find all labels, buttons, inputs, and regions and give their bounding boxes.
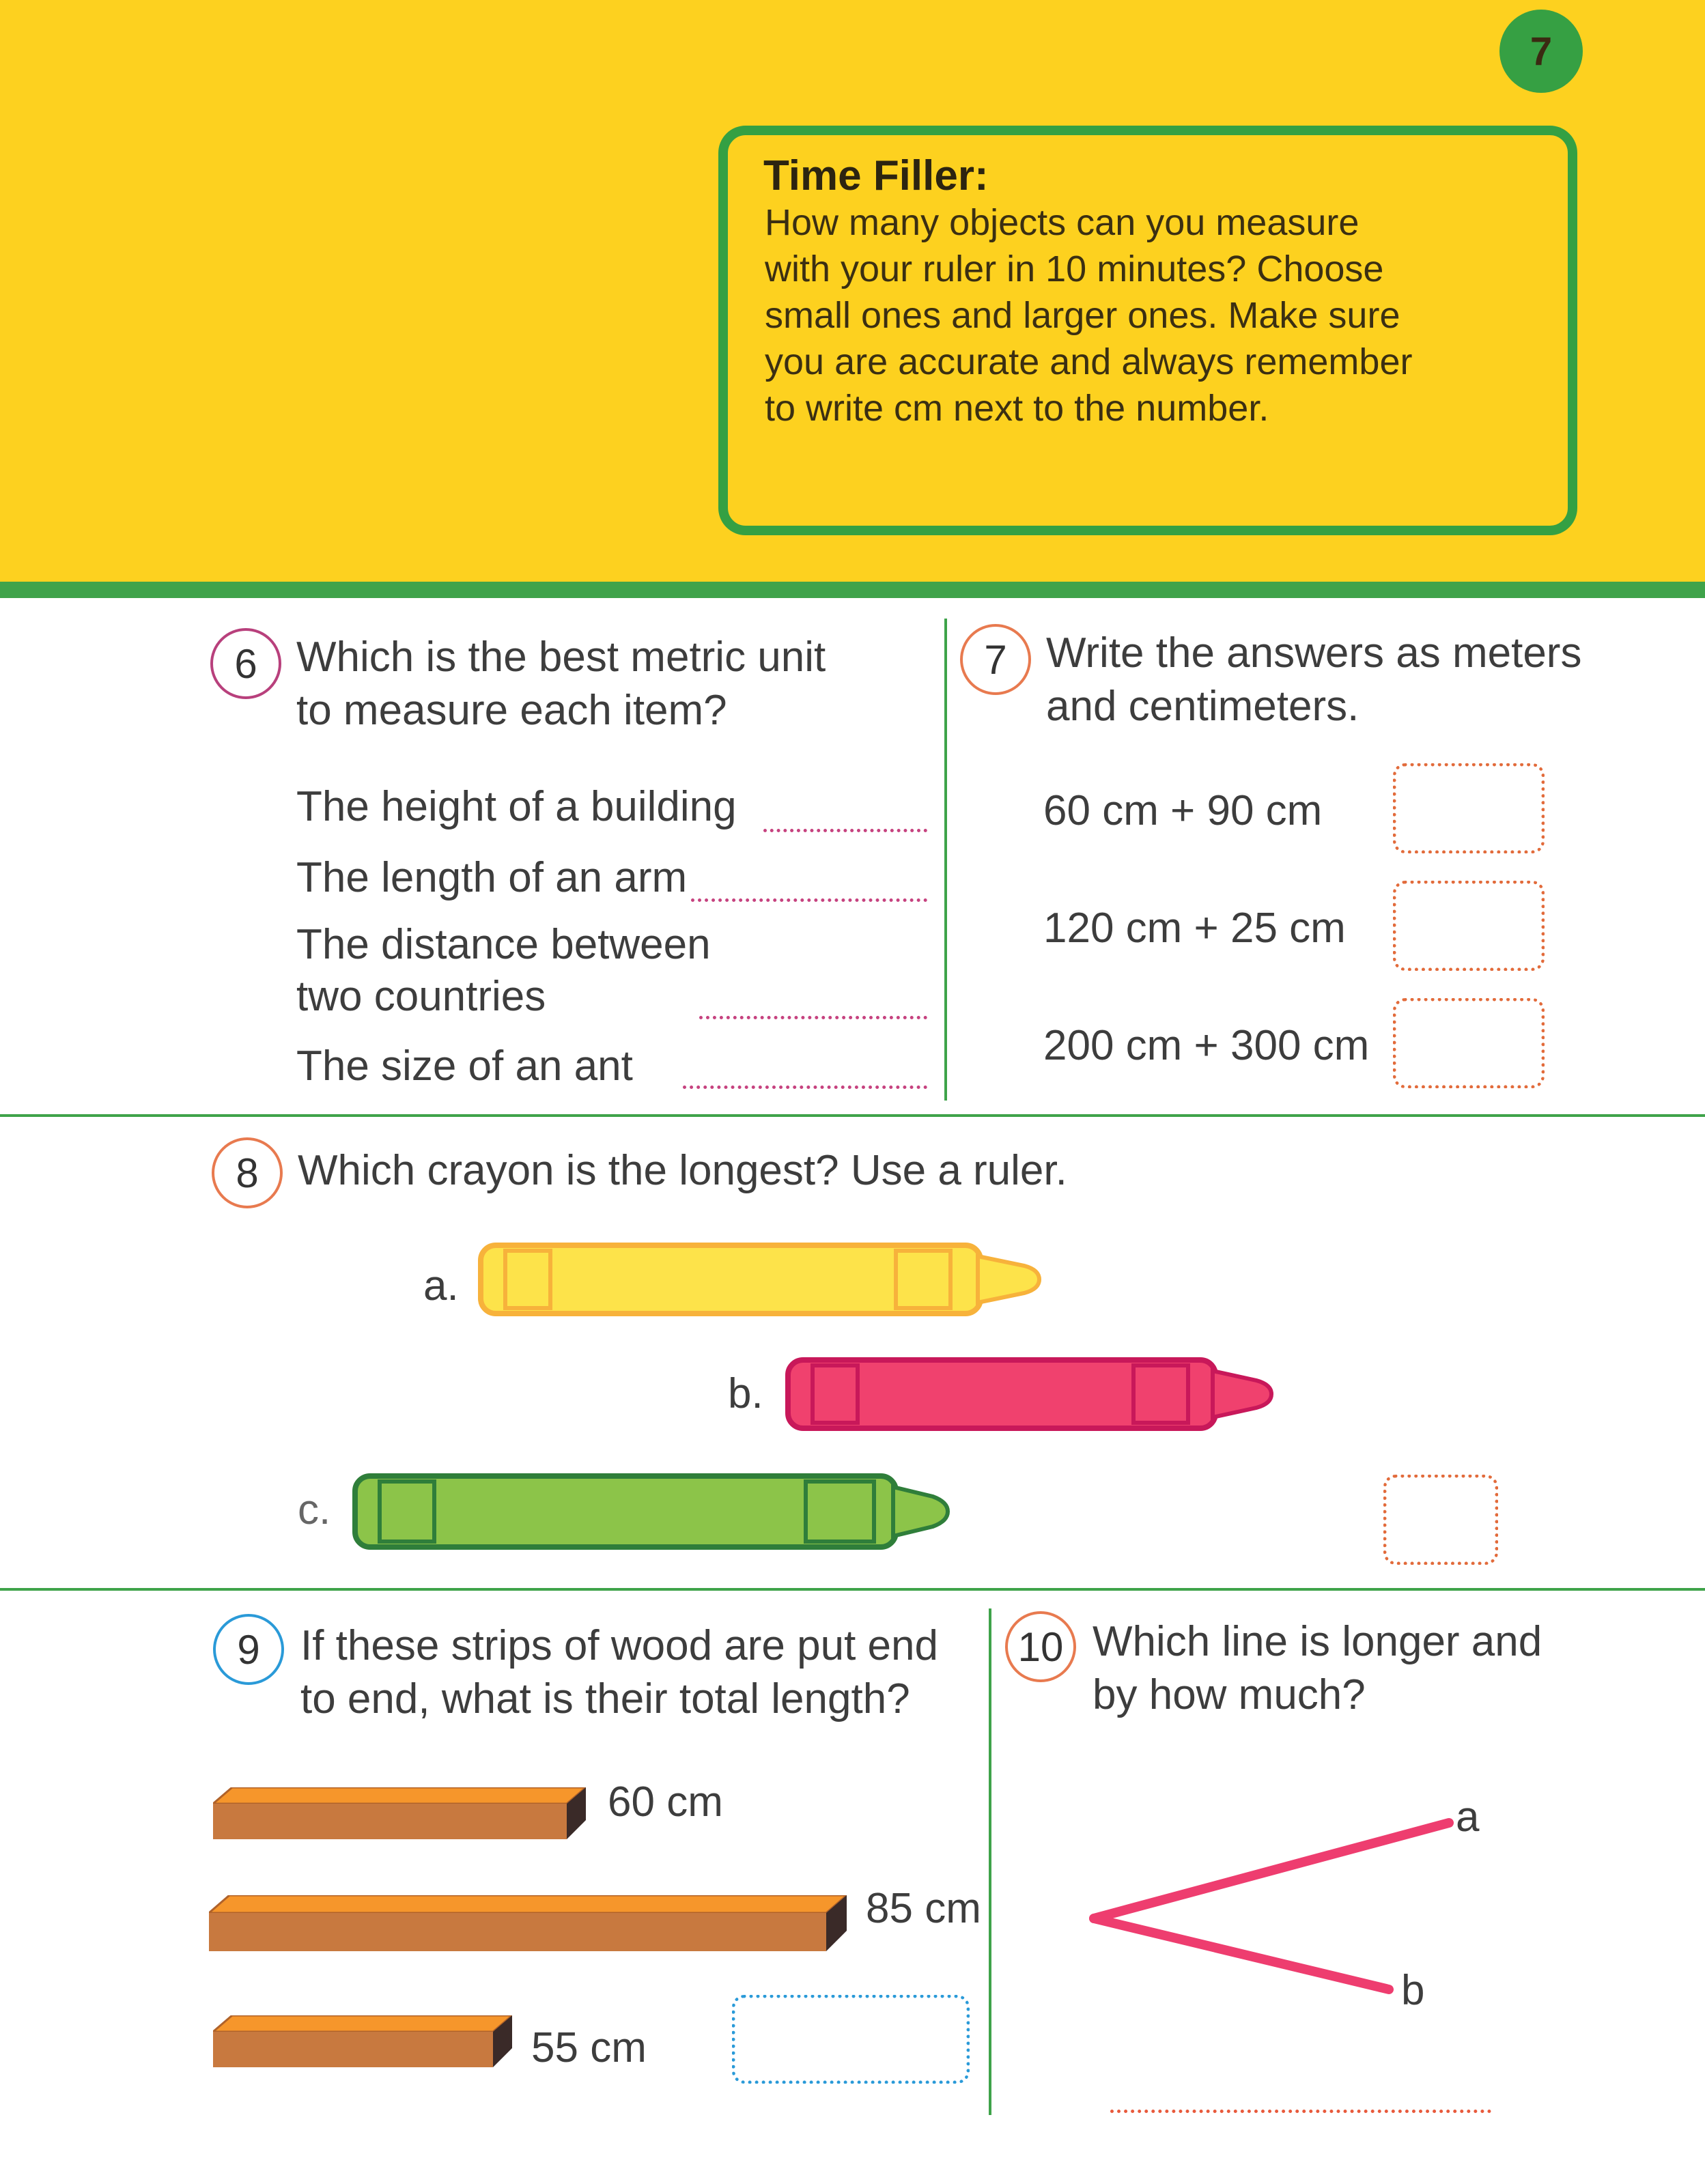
question-8-text: Which crayon is the longest? Use a ruler. bbox=[298, 1147, 1067, 1194]
q6-answer-line-distance[interactable] bbox=[699, 1016, 927, 1019]
time-filler-line: How many objects can you measure bbox=[765, 202, 1359, 243]
question-10-line: by how much? bbox=[1093, 1671, 1366, 1718]
question-6-line: to measure each item? bbox=[296, 687, 727, 734]
q6-item-ant: The size of an ant bbox=[296, 1043, 633, 1090]
time-filler-line: to write cm next to the number. bbox=[765, 388, 1269, 429]
q7-answer-box-2[interactable] bbox=[1393, 881, 1545, 971]
crayon-a-label: a. bbox=[423, 1262, 459, 1309]
time-filler-line: small ones and larger ones. Make sure bbox=[765, 295, 1400, 336]
time-filler-line: with your ruler in 10 minutes? Choose bbox=[765, 249, 1384, 289]
q6-item-distance: The distance between bbox=[296, 921, 711, 968]
q6-answer-line-ant[interactable] bbox=[683, 1086, 927, 1089]
header-stripe bbox=[0, 582, 1705, 598]
q9-answer-box[interactable] bbox=[732, 1995, 970, 2084]
q7-answer-box-1[interactable] bbox=[1393, 763, 1545, 853]
question-6-text bbox=[296, 631, 826, 737]
divider-row1 bbox=[0, 1114, 1705, 1117]
q6-item-building: The height of a building bbox=[296, 783, 737, 830]
question-10-number: 10 bbox=[1005, 1611, 1076, 1682]
question-9-number: 9 bbox=[213, 1614, 284, 1685]
q6-item-distance-cont: two countries bbox=[296, 973, 546, 1020]
question-6-line: Which is the best metric unit bbox=[296, 634, 826, 681]
q6-answer-line-building[interactable] bbox=[763, 829, 927, 832]
q6-item-arm: The length of an arm bbox=[296, 854, 688, 901]
time-filler-line: you are accurate and always remember bbox=[765, 341, 1413, 382]
q7-sum-1: 60 cm + 90 cm bbox=[1043, 787, 1323, 834]
divider-q9-q10 bbox=[989, 1608, 991, 2115]
crayon-c bbox=[352, 1472, 953, 1551]
wood-strip-85 bbox=[209, 1895, 847, 1953]
wood-strip-85-label: 85 cm bbox=[866, 1885, 981, 1932]
question-9-line: If these strips of wood are put end bbox=[300, 1622, 938, 1669]
crayon-a bbox=[478, 1241, 1045, 1318]
question-10-text bbox=[1093, 1615, 1542, 1722]
question-9-line: to end, what is their total length? bbox=[300, 1675, 910, 1722]
line-a-label: a bbox=[1456, 1793, 1480, 1841]
line-a bbox=[1094, 1823, 1449, 1918]
line-b-label: b bbox=[1401, 1967, 1425, 2014]
wood-strip-60-label: 60 cm bbox=[608, 1778, 723, 1826]
crayon-b-label: b. bbox=[728, 1370, 763, 1417]
wood-strip-60 bbox=[213, 1787, 586, 1841]
divider-q6-q7 bbox=[944, 619, 947, 1101]
crayon-c-label: c. bbox=[298, 1486, 331, 1533]
page-number-badge: 7 bbox=[1499, 10, 1583, 93]
line-b bbox=[1094, 1918, 1389, 1989]
question-9-text bbox=[300, 1619, 938, 1726]
q10-answer-line[interactable] bbox=[1110, 2110, 1491, 2113]
wood-strip-55-label: 55 cm bbox=[531, 2024, 647, 2071]
q7-answer-box-3[interactable] bbox=[1393, 998, 1545, 1088]
q7-sum-3: 200 cm + 300 cm bbox=[1043, 1022, 1370, 1069]
divider-row2 bbox=[0, 1588, 1705, 1591]
question-10-line: Which line is longer and bbox=[1093, 1618, 1542, 1665]
question-7-line: Write the answers as meters bbox=[1046, 629, 1582, 677]
question-7-text bbox=[1046, 627, 1581, 733]
question-7-number: 7 bbox=[960, 624, 1031, 695]
crayon-b bbox=[785, 1356, 1277, 1432]
question-6-number: 6 bbox=[210, 628, 281, 699]
q7-sum-2: 120 cm + 25 cm bbox=[1043, 905, 1346, 952]
question-8-number: 8 bbox=[212, 1137, 283, 1208]
question-7-line: and centimeters. bbox=[1046, 683, 1359, 730]
q8-answer-box[interactable] bbox=[1383, 1475, 1498, 1565]
time-filler-text bbox=[765, 199, 1502, 431]
time-filler-title: Time Filler: bbox=[763, 152, 989, 199]
wood-strip-55 bbox=[213, 2015, 512, 2069]
q6-answer-line-arm[interactable] bbox=[691, 898, 927, 902]
